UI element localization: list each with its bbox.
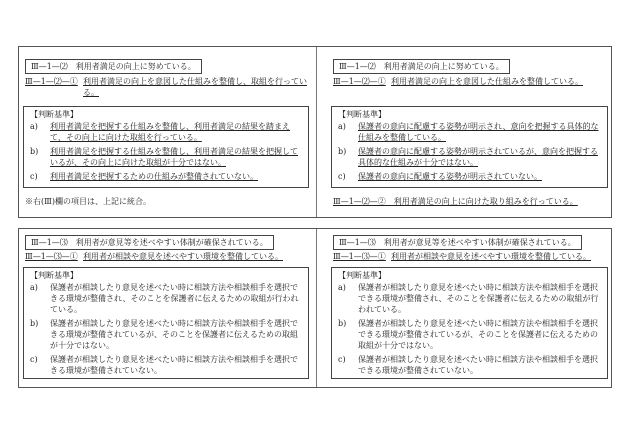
top-left-note: ※右(Ⅲ)欄の項目は、上記に統合。 <box>25 197 151 206</box>
criteria-text: 保護者が相談したり意見を述べたい時に相談方法や相談相手を選択できる環境が整備され、そのことを保護者に伝えるための取組が行われている。 <box>358 283 599 314</box>
top-right-sub-text: 利用者満足の向上を意図した仕組みを整備している。 <box>391 77 583 86</box>
bottom-panel <box>18 228 612 388</box>
criteria-text: 保護者が相談したり意見を述べたい時に相談方法や相談相手を選択できる環境が整備されていない。 <box>358 355 598 375</box>
criteria-text: 保護者が相談したり意見を述べたい時に相談方法や相談相手を選択できる環境が整備されているが、そのことを保護者に伝えるための取組が十分ではない。 <box>358 319 598 350</box>
criteria-text: 保護者が相談したり意見を述べたい時に相談方法や相談相手を選択できる環境が整備されていない。 <box>50 355 298 375</box>
bottom-left-criteria-title: 【判断基準】 <box>30 271 78 280</box>
criteria-item <box>338 171 601 182</box>
criteria-mark: b) <box>30 319 39 328</box>
criteria-mark: b) <box>338 147 347 156</box>
bottom-left-sub-code: Ⅲ—1—⑶—① <box>25 252 78 261</box>
bottom-right-criteria-title: 【判断基準】 <box>338 271 386 280</box>
criteria-item <box>30 282 302 315</box>
criteria-item <box>30 171 302 182</box>
criteria-item <box>30 121 302 143</box>
criteria-text: 利用者満足を把握する仕組みを整備し、利用者満足の結果を踏まえて、その向上に向けた取組を行っている。 <box>50 122 290 142</box>
bottom-left-criteria <box>23 267 309 379</box>
criteria-text: 利用者満足を把握する仕組みを整備し、利用者満足の結果を把握しているが、その向上に向けた取組が十分ではない。 <box>50 147 298 167</box>
criteria-text: 利用者満足を把握するための仕組みが整備されていない。 <box>50 172 258 181</box>
criteria-mark: a) <box>30 122 38 131</box>
top-left-subitem <box>25 76 313 100</box>
criteria-item <box>30 318 302 351</box>
criteria-item <box>30 354 302 376</box>
criteria-mark: a) <box>338 122 346 131</box>
criteria-text: 保護者の意向に配慮する姿勢が明示されていない。 <box>358 172 542 181</box>
bottom-right-sub-code: Ⅲ—1—⑶—① <box>333 252 386 261</box>
top-right-heading: Ⅲ—1—⑵ 利用者満足の向上に努めている。 <box>333 59 510 74</box>
top-left-criteria-title: 【判断基準】 <box>30 110 78 119</box>
criteria-item <box>338 282 601 315</box>
criteria-text: 保護者の意向に配慮する姿勢が明示され、意向を把握する具体的な仕組みを整備している。 <box>358 122 599 142</box>
bottom-right-sub-text: 利用者が相談や意見を述べやすい環境を整備している。 <box>391 252 591 261</box>
top-panel-divider <box>316 47 317 217</box>
criteria-mark: c) <box>30 355 38 364</box>
criteria-mark: c) <box>338 355 346 364</box>
top-left-heading: Ⅲ—1—⑵ 利用者満足の向上に努めている。 <box>25 59 202 74</box>
bottom-right-heading: Ⅲ—1—⑶ 利用者が意見等を述べやすい体制が確保されている。 <box>333 235 582 250</box>
top-left-sub-code: Ⅲ—1—⑵—① <box>25 77 78 86</box>
bottom-left-heading: Ⅲ—1—⑶ 利用者が意見等を述べやすい体制が確保されている。 <box>25 235 274 250</box>
bottom-left-sub-text: 利用者が相談や意見を述べやすい環境を整備している。 <box>83 252 283 261</box>
criteria-mark: a) <box>338 283 346 292</box>
criteria-item <box>30 146 302 168</box>
bottom-left-subitem <box>25 251 313 265</box>
top-right-subitem <box>333 76 609 90</box>
bottom-panel-divider <box>316 229 317 387</box>
top-right-criteria <box>331 106 608 188</box>
criteria-mark: a) <box>30 283 38 292</box>
top-left-criteria <box>23 106 309 188</box>
top-panel <box>18 46 612 218</box>
criteria-text: 保護者が相談したり意見を述べたい時に相談方法や相談相手を選択できる環境が整備され、そのことを保護者に伝えるための取組が行われている。 <box>50 283 299 314</box>
bottom-right-criteria <box>331 267 608 379</box>
criteria-mark: c) <box>30 172 38 181</box>
top-right-sub-code: Ⅲ—1—⑵—① <box>333 77 386 86</box>
top-right-bottom-line: Ⅲ—1—⑵—② 利用者満足の向上に向けた取り組みを行っている。 <box>333 197 578 206</box>
criteria-item <box>338 146 601 168</box>
top-right-criteria-title: 【判断基準】 <box>338 110 386 119</box>
criteria-text: 保護者の意向に配慮する姿勢が明示されているが、意向を把握する具体的な仕組みが十分ではない。 <box>358 147 598 167</box>
top-left-sub-text: 利用者満足の向上を意図した仕組みを整備し、取組を行っている。 <box>83 77 307 97</box>
criteria-item <box>338 354 601 376</box>
criteria-mark: b) <box>30 147 39 156</box>
criteria-text: 保護者が相談したり意見を述べたい時に相談方法や相談相手を選択できる環境が整備されているが、そのことを保護者に伝えるための取組が十分ではない。 <box>50 319 298 350</box>
criteria-item <box>338 318 601 351</box>
criteria-item <box>338 121 601 143</box>
criteria-mark: c) <box>338 172 346 181</box>
criteria-mark: b) <box>338 319 347 328</box>
bottom-right-subitem <box>333 251 609 265</box>
